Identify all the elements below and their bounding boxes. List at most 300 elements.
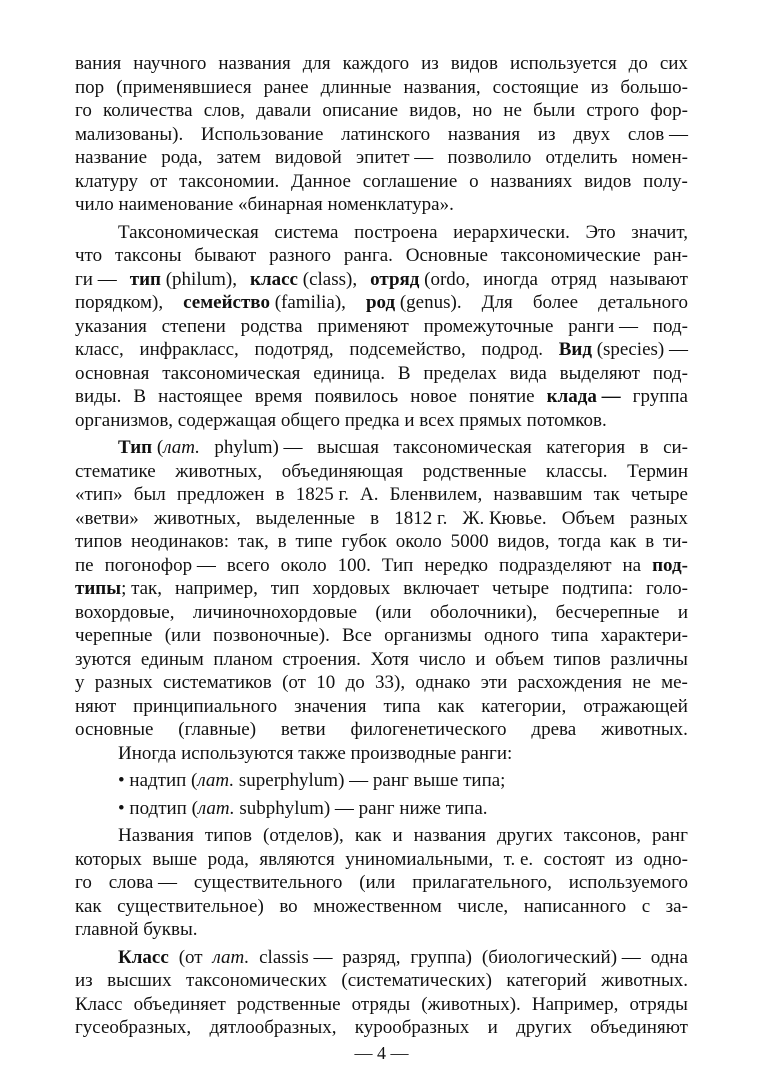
text-line [75,362,688,386]
word: и [487,1017,498,1038]
text-line [75,601,688,625]
text-line [75,530,688,554]
text-line [75,824,688,848]
word: голо- [646,578,688,599]
word: номен- [631,147,688,168]
word: из [615,848,633,870]
word: тип [270,578,300,599]
word: как [609,531,637,552]
word: Тип [381,554,414,576]
word: не [503,100,522,121]
word: состоящие [492,76,579,98]
text-line [75,99,688,123]
word: латинского [341,123,431,145]
word: «ветви» [75,507,139,529]
word: ветви [280,719,326,740]
word: под- [652,315,688,337]
word: описание [322,100,399,121]
word: (или [359,872,396,893]
word: няют [75,695,117,717]
word: основные [75,719,154,740]
word: главной буквы. [75,919,198,940]
word: типа [551,625,589,646]
list-item: • подтип (лат. subphylum) — ранг ниже типа. [118,797,488,819]
word: отражающей [583,695,688,717]
paragraph-names [75,824,688,942]
word: строения. [282,648,361,670]
word: значения [294,695,367,717]
word: зуются [75,648,132,670]
term-tip: тип [129,268,161,290]
word: высших [107,970,172,991]
word: разного [269,245,332,266]
term-klass-heading: Класс [118,946,169,968]
word: иерархически. [453,221,570,243]
text-line [75,507,688,531]
word: четыре [492,578,550,599]
word: таксономии. [179,170,280,192]
text-line: Класс (от лат. classis — разряд, группа) (биологический) — одна [118,946,688,968]
word: ран- [653,245,688,266]
word: выделяют [559,362,640,384]
word: которых [75,848,142,870]
paragraph-tip [75,436,688,742]
text-line [75,52,688,76]
word: фор- [650,100,688,121]
text-line [75,648,688,672]
term-rod: род [365,292,396,313]
word: основная [75,362,150,384]
word: до [345,672,365,693]
word: как [75,895,102,917]
text-line [75,170,688,194]
word: из [537,123,556,145]
word: 10 [316,672,336,693]
word: построена [354,221,438,243]
word: прилагательного, [412,872,552,893]
word: Хотя [370,648,410,670]
word: систематиков [162,672,272,693]
abbr-lat: лат. [212,946,250,968]
word: характери- [600,625,688,646]
text-line [75,718,688,742]
word: соглашение [362,170,458,192]
word: 1825 г. [295,484,349,505]
text-line [75,918,688,942]
word: из [75,970,93,991]
word: рода, [161,147,203,168]
paragraph-derived-ranks: Иногда используются также производные ранги: [118,742,513,764]
word: организмы [384,625,472,646]
text-line [75,848,688,872]
word: нередко [424,554,489,576]
word: одного [483,625,540,646]
word: категории, [481,695,567,717]
word: и [475,648,486,670]
word: принципиального [133,695,278,717]
abbr-lat: лат. [197,797,235,819]
word: во [279,895,298,917]
word: видов [584,170,632,192]
word: одно- [643,848,688,870]
word: за- [665,895,688,917]
word: Данное [291,170,351,192]
word: Все [342,625,372,646]
text-line [75,895,688,919]
word: ме- [661,672,688,693]
word: количества [103,100,193,121]
word: дятлообразных, [209,1017,337,1038]
word: вида [509,362,547,384]
word: классы. [546,460,608,482]
word: позволило [447,147,532,168]
word: затем [216,147,261,168]
word: таксонов, [563,825,641,846]
word: большо- [620,76,688,98]
word: типе [295,531,333,552]
word: был [133,484,166,505]
word: от [149,170,168,192]
word: видов [450,53,499,74]
word: объединяют [590,1017,688,1038]
word: (применявшиеся [116,76,252,98]
text-line [75,871,688,895]
word: типа [383,695,421,717]
word: типов [75,531,123,552]
word: вохордовые, [75,601,175,623]
word: разных [630,507,688,529]
word: гусеобразных, [75,1017,192,1038]
word: например, [174,578,258,599]
word: в [275,484,285,505]
word: так, [237,531,269,552]
bold-term: под- [652,554,688,576]
word: черепные [75,625,153,646]
word: курообразных [354,1017,470,1038]
word: животных, [153,507,241,529]
word: пределах [423,362,497,384]
word: погонофор — [104,554,216,576]
word: «тип» [75,484,123,505]
word: 33), [375,672,406,693]
text-line [75,76,688,100]
word: А. [360,484,379,505]
word: Класс [75,993,123,1015]
term-klada: клада — [546,386,621,407]
text-line [75,146,688,170]
word: древа [531,719,577,740]
word: существительного [193,872,343,893]
word: подразделяют [499,554,612,576]
word: названия [413,825,486,846]
text-line [75,483,688,507]
word: и [677,601,688,623]
word: личиночнохордовые [192,601,358,623]
word: Бленвилем, [389,484,483,505]
word: слов — [627,123,688,145]
word: эпитет — [356,147,434,168]
text-line [75,554,688,578]
word: число [418,648,466,670]
word: категорий [506,970,587,991]
word: Основные [405,245,488,266]
word: объединяющая [281,460,404,482]
term-otryad: отряд [370,268,420,290]
word: ранги — [568,315,639,337]
word: (или [164,625,201,646]
word: (систематических) [341,970,492,991]
word: состоят [543,848,605,870]
word: отделить [545,147,618,168]
word: в [645,531,655,552]
text-line [75,969,688,993]
text-line: Тип (лат. phylum) — высшая таксономическая категория в си- [118,437,688,458]
word: под- [652,362,688,384]
word: Это [585,221,616,243]
list-item: • надтип (лат. superphylum) — ранг выше типа; [118,770,506,791]
word: двух [573,123,611,145]
word: применяют [317,315,409,337]
word: промежуточные [423,315,554,337]
word: отряды [351,993,411,1015]
word: В [397,362,411,384]
word: (главные) [178,719,257,740]
text-line [75,577,688,601]
word: 5000 [450,531,489,552]
word: эти [480,672,508,693]
word: родства [240,315,303,337]
word: таксономическая [162,362,301,384]
word: (от [282,672,306,693]
word: ранга. [343,245,393,266]
word: го [75,872,92,893]
word: мализованы). [75,123,184,145]
paragraph-klass [75,946,688,1040]
word: в [370,507,380,529]
word: стематике [75,460,156,482]
word: клатуру [75,170,138,192]
word: всего [226,554,270,576]
word: для [302,53,331,74]
word: и [392,825,403,846]
term-klass: класс [250,268,298,290]
word: разных [94,672,153,693]
word: назвавшим [493,484,583,505]
text-line [75,193,688,217]
word: слова — [108,872,178,893]
word: хордовых [312,578,391,599]
word: названия [447,123,521,145]
word: (отделов), [263,825,344,846]
word: из [590,76,609,98]
word: на [622,554,642,576]
word: существительное) [117,895,264,917]
word: Объем [561,507,615,529]
word: степени [161,315,226,337]
text-line: ги — тип (philum), класс (class), отряд (ordo, иногда отряд называют [75,268,688,290]
text-line: виды. В настоящее время появилось новое понятие клада — группа [75,386,688,407]
word: Названия [118,825,194,846]
word: (или [375,601,412,623]
text-line [75,221,688,245]
word: длинные [320,76,392,98]
word: различны [610,648,688,670]
paragraph-taxonomy-ranks [75,221,688,433]
text-line [75,695,688,719]
word: так [593,484,620,505]
term-vid: Вид [558,339,592,360]
word: позвоночные). [213,625,330,646]
word: из [421,53,439,74]
word: тогда [558,531,601,552]
word: губок [341,531,387,552]
word: не [632,672,651,693]
word: около [395,531,442,552]
text-line [75,123,688,147]
word: т. е. [503,848,534,870]
word: животных. [601,719,688,740]
word: четыре [630,484,688,505]
word: пе [75,554,94,576]
word: таксономические [500,245,641,266]
word: Таксономическая [118,221,259,243]
word: около [280,554,327,576]
text-line [75,1016,688,1040]
word: объединяет [133,993,226,1015]
word: таксономических [186,970,327,991]
word: указания [75,315,147,337]
word: типов [204,825,253,846]
word: объем [495,648,545,670]
word: вания [75,53,122,74]
word: видов, [409,100,462,121]
word: как [437,695,465,717]
word: числе, [457,895,509,917]
word: расхождения [517,672,622,693]
word: названия, [403,76,481,98]
word: значит, [631,221,688,243]
text-line: класс, инфракласс, подотряд, подсемейство, подрод. Вид (species) — [75,339,688,360]
word: оболочники), [429,601,538,623]
word: (животных). [421,993,521,1015]
word: го [75,100,92,121]
word: Ж. Кювье. [462,507,547,529]
abbr-lat: лат. [197,770,235,791]
word: ранг [651,825,688,846]
text-line [75,460,688,484]
word: таксоны [114,245,182,266]
word: филогенетического [350,719,507,740]
word: единым [140,648,204,670]
word: у [75,672,85,693]
word: единица. [313,362,385,384]
word: Например, [531,993,619,1015]
word: ранее [263,76,309,98]
word: название [75,147,148,168]
word: животных, [175,460,263,482]
word: 1812 г. [394,507,448,529]
word: были [533,100,576,121]
word: используется [510,53,617,74]
word: родственные [236,993,341,1015]
word: подтипа: [561,578,634,599]
word: являются [259,848,335,870]
abbr-lat: лат. [163,437,200,458]
word: с [641,895,651,917]
word: названиях [490,170,573,192]
word: строго [586,100,640,121]
text-line [75,409,688,433]
text-line [75,315,688,339]
page-number: — 4 — [354,1043,409,1063]
word: ти- [663,531,688,552]
paragraph-intro [75,52,688,217]
word: организмов, содержащая общего предка и всех прямых потомков. [75,409,607,431]
word: униномиальными, [345,848,494,870]
text-line [75,671,688,695]
word: названия [218,53,291,74]
word: животных. [601,970,688,991]
term-tip-heading: Тип [118,437,153,458]
word: Термин [627,460,688,482]
word: выше [152,848,198,870]
text-line [75,993,688,1017]
word: предложен [176,484,265,505]
word: отряды [629,993,688,1015]
word: написанного [523,895,627,917]
word: родственные [422,460,527,482]
word: включает [403,578,480,599]
word: давали [256,100,312,121]
word: что [75,245,103,266]
word: до [628,53,648,74]
word: о [469,170,479,192]
text-line [75,244,688,268]
word: неодинаков: [130,531,229,552]
bold-term: типы [75,578,122,599]
word: бывают [194,245,257,266]
word: используемого [568,872,688,893]
word: 100. [337,554,371,576]
word: чило наименование «бинарная номенклатура». [75,194,454,215]
text-line [75,624,688,648]
word: как [354,825,382,846]
word: сих [659,53,688,74]
document-page [75,52,688,1040]
term-semeystvo: семейство [183,292,270,313]
word: пор [75,76,105,98]
word: бесчерепные [555,601,660,623]
word: однако [415,672,471,693]
word: планом [213,648,273,670]
word: видов, [497,531,550,552]
word: научного [133,53,207,74]
word: слов, [203,100,245,121]
word: видовой [275,147,342,168]
word: но [472,100,493,121]
word: типов [553,648,601,670]
text-line: порядком), семейство (familia), род (genus). Для более детального [75,292,688,313]
word: типы; так, [75,578,163,599]
word: рода, [207,848,249,870]
word: полу- [643,170,688,192]
word: других [497,825,553,846]
word: система [274,221,339,243]
word: каждого [342,53,410,74]
word: выделенные [255,507,356,529]
word: Использование [200,123,324,145]
word: других [516,1017,572,1038]
